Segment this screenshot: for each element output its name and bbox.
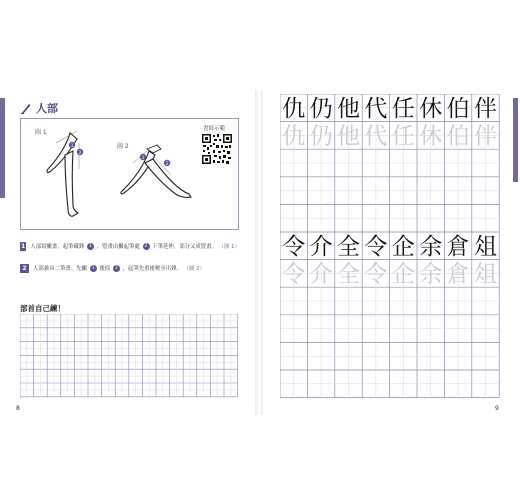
step-number: 2 xyxy=(20,264,29,273)
qr-caption: 書寫示範 xyxy=(203,126,226,132)
step-number: 1 xyxy=(21,242,26,250)
trace-character: 仍 xyxy=(309,123,333,150)
step-text: 下筆延伸，部分又成豎畫。 xyxy=(152,244,217,250)
section-title: 人部 xyxy=(36,102,58,115)
page-number-right: 9 xyxy=(495,405,499,412)
brush-icon xyxy=(20,102,32,114)
stroke-order-marker: 1 xyxy=(87,243,94,250)
model-character: 俎 xyxy=(474,233,497,260)
trace-character: 伯 xyxy=(446,123,470,150)
step-text: ，豎畫由撇起筆處 xyxy=(96,244,140,250)
svg-text:2: 2 xyxy=(165,161,169,166)
trace-character: 令 xyxy=(282,261,306,288)
model-character: 伴 xyxy=(474,95,497,122)
svg-text:1: 1 xyxy=(141,155,145,160)
right-side-tab xyxy=(513,98,518,182)
left-side-tab xyxy=(0,98,5,198)
trace-character: 仇 xyxy=(282,123,306,150)
model-character: 令 xyxy=(364,233,388,260)
trace-character: 俎 xyxy=(474,261,497,288)
step-text: 後捺 xyxy=(99,266,111,272)
instruction-step-2 xyxy=(20,262,240,274)
stroke-order-marker: 1 xyxy=(90,265,97,272)
section-header xyxy=(20,100,58,116)
stroke-figure-box xyxy=(20,118,239,230)
stroke-order-marker: 2 xyxy=(113,265,120,272)
model-character: 企 xyxy=(391,233,415,260)
step-text: ，起筆先重後輕至出鋒。 xyxy=(122,266,182,272)
trace-character: 倉 xyxy=(446,261,470,288)
practice-title: 部首自己練！ xyxy=(20,304,65,313)
trace-character: 任 xyxy=(391,123,415,150)
left-practice-grid[interactable] xyxy=(20,314,240,400)
model-character: 令 xyxy=(282,233,306,260)
trace-character: 企 xyxy=(391,261,415,288)
model-character: 全 xyxy=(337,233,360,260)
svg-text:1: 1 xyxy=(70,143,74,148)
model-character: 任 xyxy=(391,95,415,122)
instruction-steps xyxy=(20,240,240,284)
trace-character: 介 xyxy=(309,261,333,288)
svg-text:2: 2 xyxy=(78,150,82,155)
trace-character: 代 xyxy=(364,123,388,150)
model-character: 介 xyxy=(309,233,333,260)
figure-reference: （圖 2） xyxy=(183,266,205,272)
figure-reference: （圖 1） xyxy=(218,244,240,250)
model-character: 他 xyxy=(337,95,360,122)
model-character: 仍 xyxy=(309,95,333,122)
trace-character: 他 xyxy=(337,123,360,150)
model-character: 休 xyxy=(419,95,443,122)
trace-character: 余 xyxy=(419,261,443,288)
page-number-left: 8 xyxy=(16,405,20,412)
figure-2-label: 圖 2 xyxy=(117,143,129,150)
model-character: 仇 xyxy=(282,95,306,122)
model-character: 伯 xyxy=(446,95,470,122)
trace-character: 休 xyxy=(419,123,443,150)
stroke-order-marker: 2 xyxy=(143,243,150,250)
trace-character: 令 xyxy=(364,261,388,288)
model-character: 代 xyxy=(364,95,388,122)
book-gutter xyxy=(255,90,263,415)
step-text: 人部兼具二筆畫：先撇 xyxy=(33,266,87,272)
qr-code[interactable] xyxy=(201,133,233,165)
right-practice-grid[interactable] xyxy=(280,94,500,399)
instruction-step-1 xyxy=(20,240,240,252)
figure-1-label: 圖 1 xyxy=(35,129,47,136)
model-character: 余 xyxy=(419,233,443,260)
trace-character: 伴 xyxy=(474,123,497,150)
model-character: 倉 xyxy=(446,233,470,260)
trace-character: 全 xyxy=(337,261,360,288)
step-text: 人部寫撇畫，起筆藏鋒 xyxy=(30,244,85,250)
